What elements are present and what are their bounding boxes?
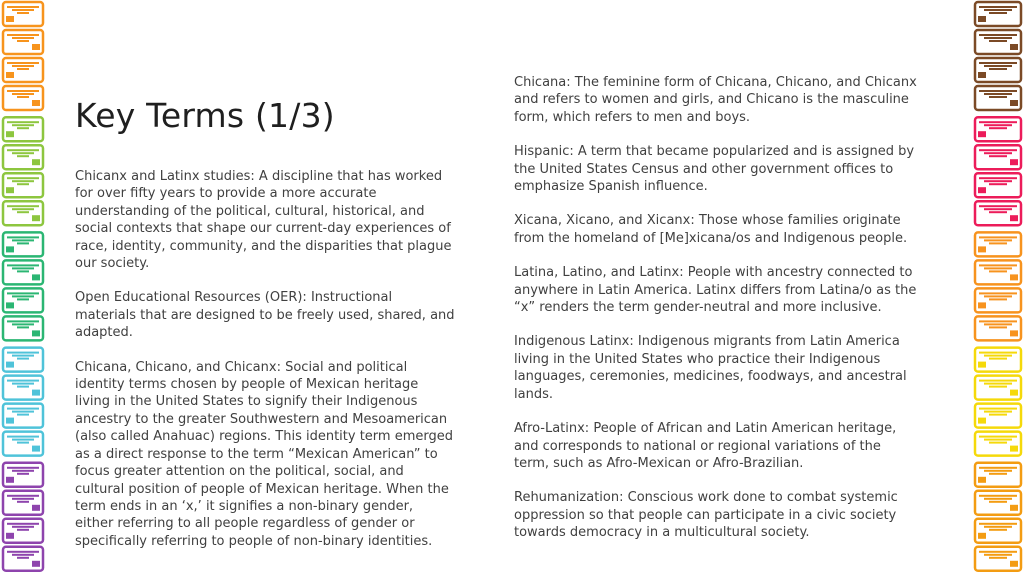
term-paragraph: Hispanic: A term that became popularized and is assigned by the United States Census and other government offices to emphasize Spanish influence.: [514, 144, 915, 195]
pattern-motif: [975, 86, 1021, 110]
right-decorative-border: [972, 0, 1024, 576]
pattern-motif: [975, 2, 1021, 26]
pattern-motif: [975, 376, 1021, 400]
term-paragraph: Chicanx and Latinx studies: A discipline that has worked for over fifty years to provide a more accurate understanding of the political, cultural, historical, and social contexts that shape our current-day experiences of race, identity, community, and the disparities that plague our society.: [75, 169, 452, 272]
pattern-motif: [3, 2, 43, 26]
pattern-motif: [975, 260, 1021, 284]
pattern-motif: [3, 232, 43, 256]
pattern-motif: [975, 145, 1021, 169]
pattern-motif: [975, 232, 1021, 256]
term-paragraph: Open Educational Resources (OER): Instructional materials that are designed to be freely used, shared, and adapted.: [75, 290, 455, 341]
term-paragraph: Afro-Latinx: People of African and Latin American heritage, and corresponds to national or regional variations of the term, such as Afro-Mexican or Afro-Brazilian.: [514, 421, 897, 471]
pattern-motif: [3, 260, 43, 284]
pattern-motif: [975, 30, 1021, 54]
pattern-motif: [3, 519, 43, 543]
aztec-pattern-right-icon: [972, 0, 1024, 576]
pattern-motif: [3, 145, 43, 169]
pattern-motif: [3, 30, 43, 54]
term-paragraph: Chicana, Chicano, and Chicanx: Social and political identity terms chosen by people of Mexican heritage living in the United States to signify their Indigenous ancestry to the greater Southwestern and Mesoamerican (also called Anahuac) regions. This identity term emerged as a direct response to the term “Mexican American” to focus greater attention on the political, social, and cultural position of people of Mexican heritage. When the term ends in an ‘x,’ it signifies a non-binary gender, either referring to all people regardless of gender or specifically referring to people of non-binary identities.: [75, 359, 453, 549]
pattern-motif: [3, 491, 43, 515]
term-paragraph: Xicana, Xicano, and Xicanx: Those whose families originate from the homeland of [Me]xicana/os and Indigenous people.: [514, 213, 908, 246]
term-paragraph: Latina, Latino, and Latinx: People with ancestry connected to anywhere in Latin America. Latinx differs from Latina/o as the “x” renders the term gender-neutral and more inclusive.: [514, 265, 917, 316]
pattern-motif: [3, 117, 43, 141]
pattern-motif: [3, 547, 43, 571]
pattern-motif: [3, 316, 43, 340]
pattern-motif: [975, 547, 1021, 571]
slide-title: Key Terms (1/3): [75, 96, 335, 135]
pattern-motif: [975, 288, 1021, 312]
left-decorative-border: [0, 0, 46, 576]
pattern-motif: [975, 201, 1021, 225]
pattern-motif: [3, 376, 43, 400]
term-paragraph: Indigenous Latinx: Indigenous migrants from Latin America living in the United States who practice their Indigenous languages, ceremonies, medicines, foodways, and ancestral lands.: [514, 334, 907, 402]
pattern-motif: [975, 491, 1021, 515]
pattern-motif: [975, 117, 1021, 141]
pattern-motif: [975, 519, 1021, 543]
term-paragraph: Rehumanization: Conscious work done to combat systemic oppression so that people can participate in a civic society towards democracy in a multicultural society.: [514, 490, 898, 541]
pattern-motif: [975, 432, 1021, 456]
pattern-motif: [3, 58, 43, 82]
pattern-motif: [3, 86, 43, 110]
pattern-motif: [3, 432, 43, 456]
pattern-motif: [3, 288, 43, 312]
pattern-motif: [975, 348, 1021, 372]
pattern-motif: [3, 463, 43, 487]
pattern-motif: [975, 404, 1021, 428]
right-terms-column: [514, 74, 918, 542]
pattern-motif: [3, 173, 43, 197]
pattern-motif: [3, 348, 43, 372]
pattern-motif: [975, 316, 1021, 340]
aztec-pattern-left-icon: [0, 0, 46, 576]
term-paragraph: Chicana: The feminine form of Chicana, Chicano, and Chicanx and refers to women and girls, and Chicano is the masculine form, which refers to men and boys.: [514, 75, 917, 125]
left-terms-column: [75, 168, 455, 550]
pattern-motif: [975, 463, 1021, 487]
pattern-motif: [975, 173, 1021, 197]
pattern-motif: [3, 201, 43, 225]
pattern-motif: [975, 58, 1021, 82]
pattern-motif: [3, 404, 43, 428]
